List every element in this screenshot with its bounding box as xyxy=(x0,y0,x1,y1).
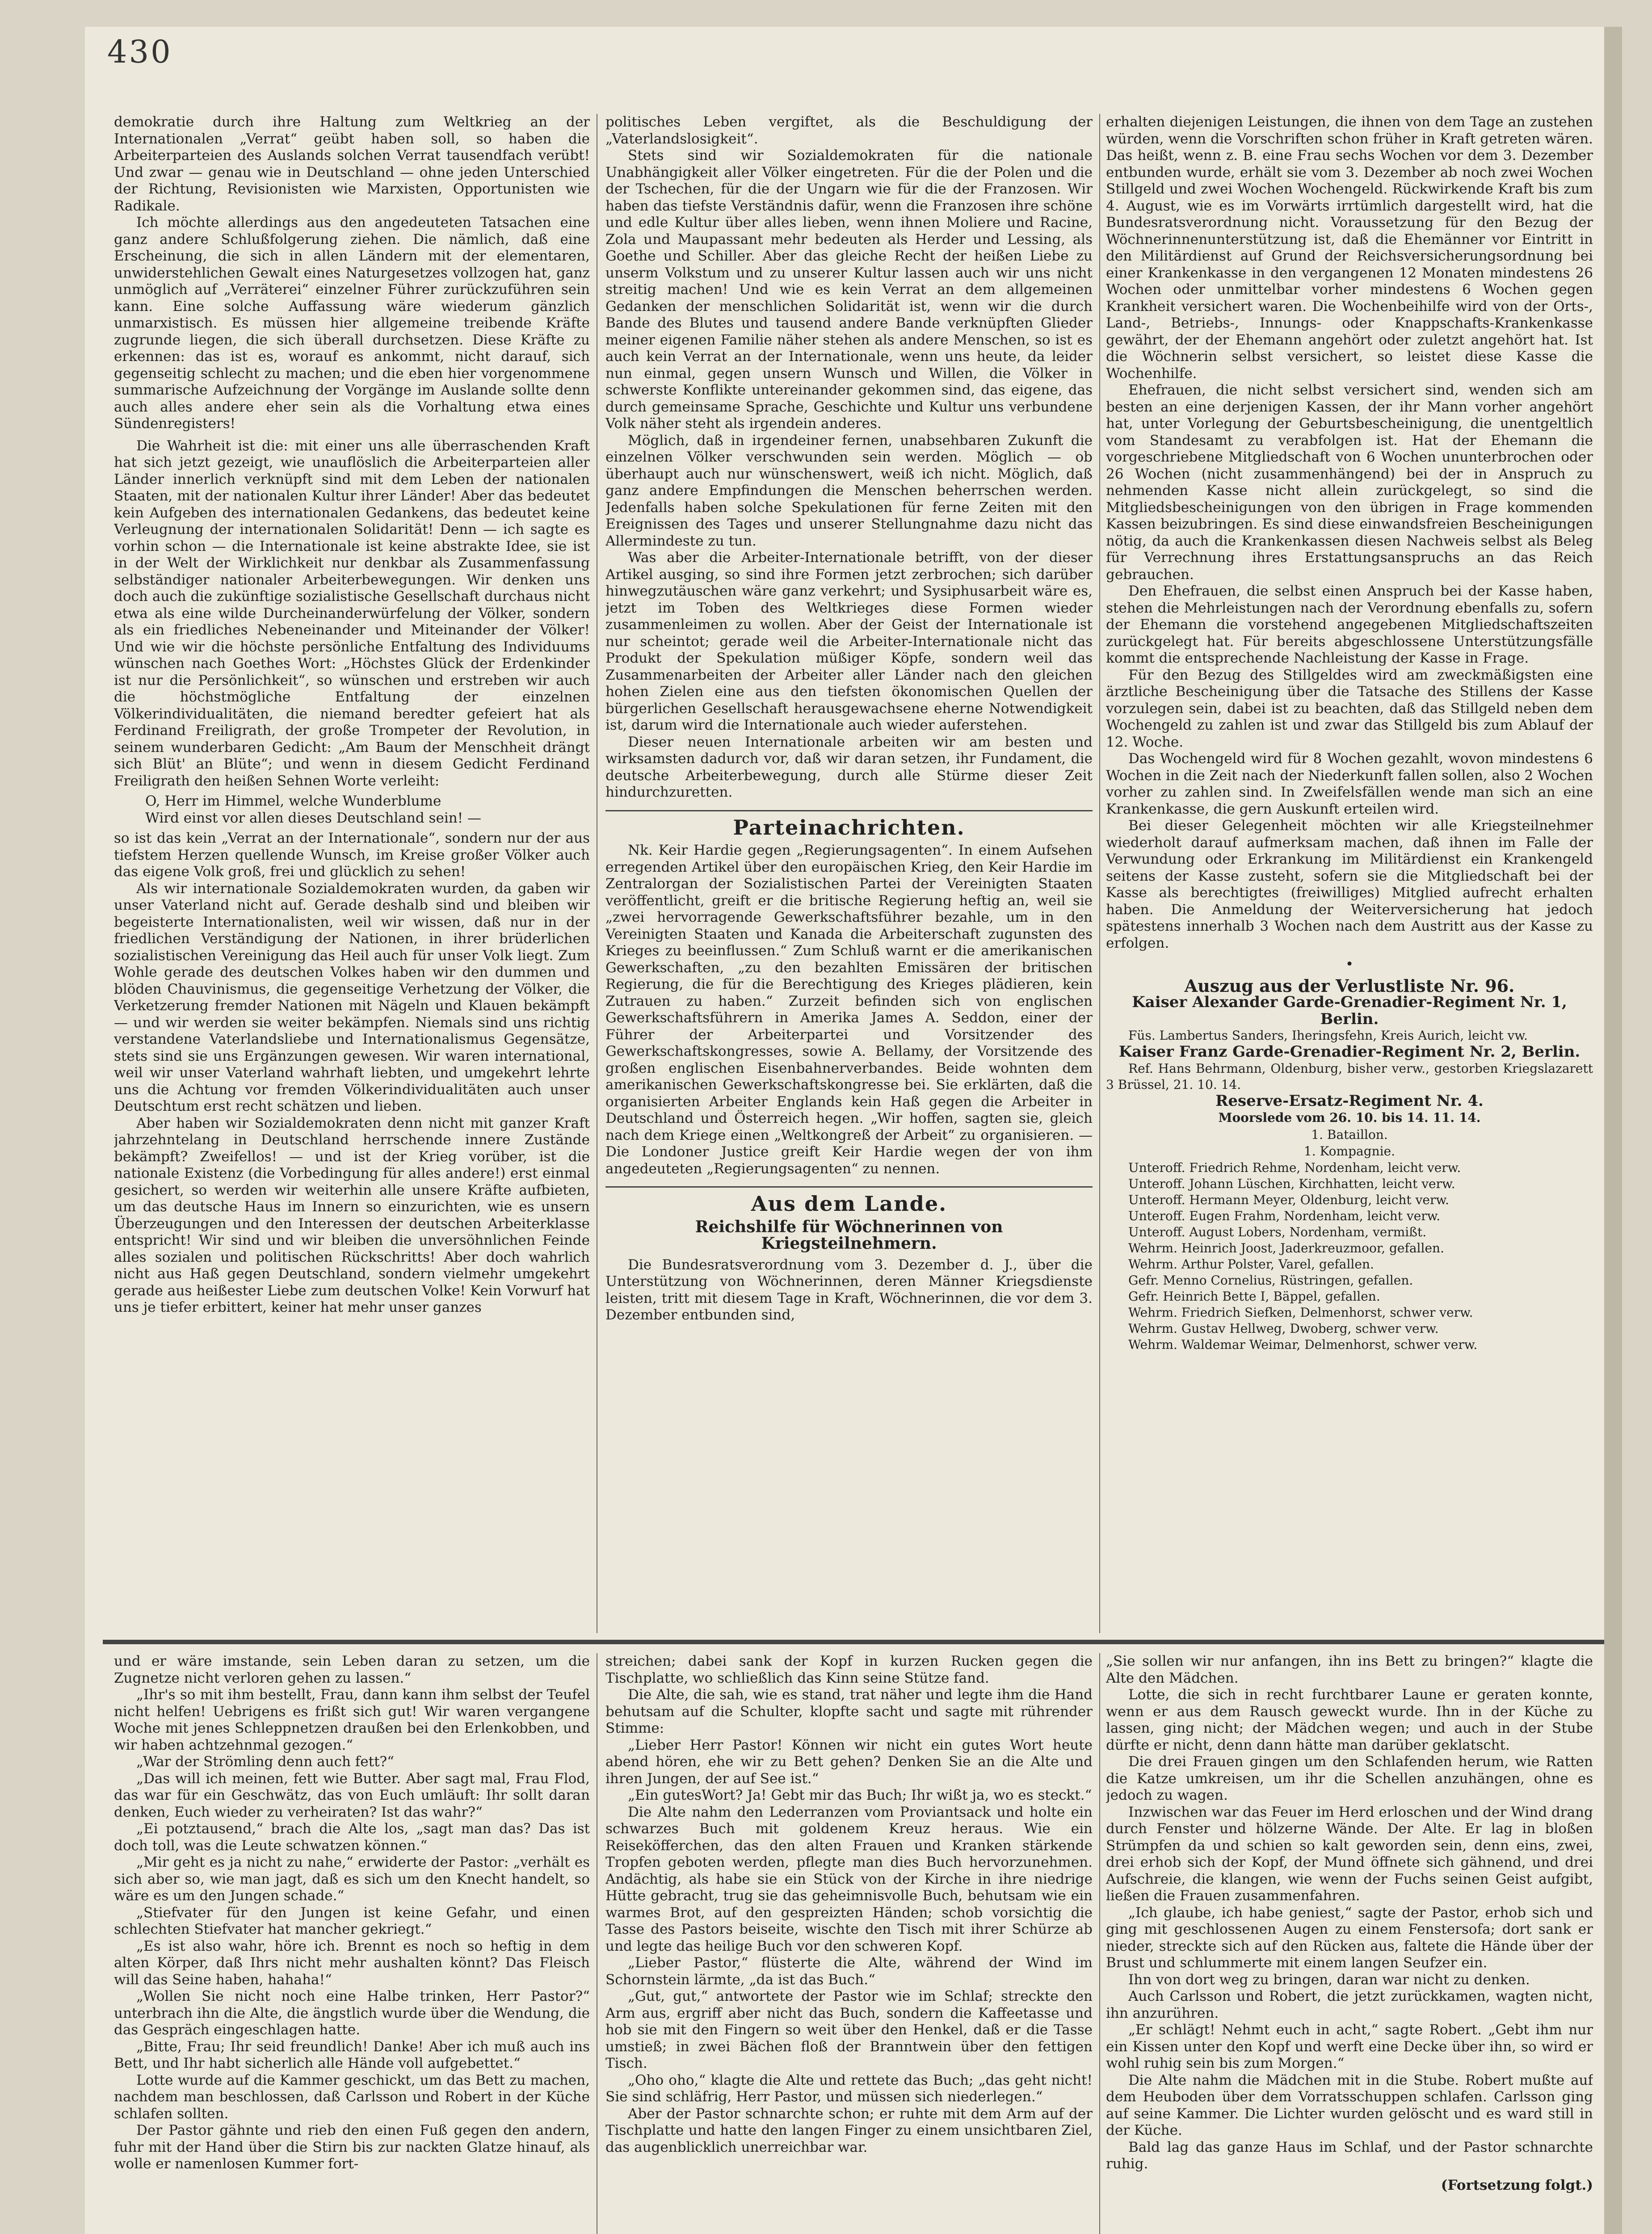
section-rule xyxy=(605,1186,1093,1188)
paragraph: politisches Leben vergiftet, als die Beschuldigung der „Vaterlandslosigkeit“. xyxy=(605,114,1093,147)
casualty-entry: Unteroff. August Lobers, Nordenham, vermißt. xyxy=(1128,1224,1427,1239)
paragraph: Die Bundesratsverordnung vom 3. Dezember d. J., über die Unterstützung von Wöchnerinnen, deren Männer Kriegsdienste leisten, tritt mit diesem Tage in Kraft, Wöchnerinnen, die vor dem 3. Dezember entbunden sind, xyxy=(605,1256,1093,1323)
list-entry: Ref. Hans Behrmann, Oldenburg, bisher verw., gestorben Kriegslazarett 3 Brüssel, 21. 10. 14. xyxy=(1106,1061,1593,1092)
paragraph: Was aber die Arbeiter-Internationale betrifft, von der dieser Artikel ausging, so sind ihre Formen jetzt zerbrochen; sich darüber hinwegzutäuschen wäre ganz verkehrt; und Sysiphusarbeit wäre es, jetzt im Toben des Weltkrieges diese Formen wieder zusammenleimen zu wollen. Aber der Geist der Internationale ist nur scheintot; gerade weil die Arbeiter-Internationale nicht das Produkt der Spekulation müßiger Köpfe, sondern weil das Zusammenarbeiten der Arbeiter aller Länder nach den gleichen hohen Zielen eine aus den tiefsten ökonomischen Quellen der bürgerlichen Gesellschaft herausgewachsene eherne Notwendigkeit ist, darum wird die Internationale auch wieder auferstehen. xyxy=(605,550,1093,733)
casualty-entry: Wehrm. Waldemar Weimar, Delmenhorst, schwer verw. xyxy=(1128,1337,1478,1352)
serial-paragraph: Bald lag das ganze Haus im Schlaf, und der Pastor schnarchte ruhig. xyxy=(1106,2139,1593,2172)
column-1 xyxy=(114,114,590,1633)
paragraph: Dieser neuen Internationale arbeiten wir am besten und wirksamsten dadurch vor, daß wir daran setzen, ihr Fundament, die deutsche Arbeiterbewegung, durch alle Stürme dieser Zeit hindurchzuretten. xyxy=(605,734,1093,800)
subheading: Reichshilfe für Wöchnerinnen von Kriegsteilnehmern. xyxy=(695,1217,1003,1253)
serial-paragraph: Lotte wurde auf die Kammer geschickt, um das Bett zu machen, nachdem man beschlossen, daß Carlsson und Robert in der Küche schlafen sollten. xyxy=(114,2072,590,2122)
column-3 xyxy=(1106,114,1593,1633)
serial-paragraph: Auch Carlsson und Robert, die jetzt zurückkamen, wagten nicht, ihn anzurühren. xyxy=(1106,1988,1593,2021)
casualty-entry: Wehrm. Heinrich Joost, Jaderkreuzmoor, gefallen. xyxy=(1128,1240,1444,1256)
serial-paragraph: Die Alte nahm den Lederranzen vom Proviantsack und holte ein schwarzes Buch mit goldenem Kreuz heraus. Wie ein Reiseköfferchen, das den alten Frauen und Kranken stärkende Tropfen geboten werden, pflegte man dies Buch hervorzunehmen. Andächtig, als habe sie ein Stück von der Kirche in ihre niedrige Hütte gebracht, trug sie das geheimnisvolle Buch, behutsam wie ein warmes Brot, auf den gespreizten Händen; schob vorsichtig die Tasse des Pastors beiseite, wischte den Tisch mit ihrer Schürze ab und legte das heilige Buch vor den schweren Kopf. xyxy=(605,1804,1093,1954)
casualty-entry: Wehrm. Arthur Polster, Varel, gefallen. xyxy=(1128,1256,1374,1272)
casualty-entry: Unteroff. Eugen Frahm, Nordenham, leicht verw. xyxy=(1128,1208,1441,1223)
paragraph: erhalten diejenigen Leistungen, die ihnen von dem Tage an zustehen würden, wenn die Vorschriften schon früher in Kraft getreten wären. Das heißt, wenn z. B. eine Frau sechs Wochen vor dem 3. Dezember entbunden wurde, erhält sie vom 3. Dezember ab noch zwei Wochen Stillgeld und zwei Wochen Wochengeld. Rückwirkende Kraft bis zum 4. August, wie es im Vorwärts irrtümlich dargestellt wird, hat die Bundesratsverordnung nicht. Voraussetzung für den Bezug der Wöchnerinnenunterstützung ist, daß die Ehemänner vor Eintritt in den Militärdienst auf Grund der Reichsversicherungsordnung bei einer Krankenkasse in den vergangenen 12 Monaten mindestens 26 Wochen oder unmittelbar vorher mindestens 6 Wochen gegen Krankheit versichert waren. Die Wochenbeihilfe wird von der Orts-, Land-, Betriebs-, Innungs- oder Knappschafts-Krankenkasse gewährt, der der Ehemann angehört oder zuletzt angehört hat. Ist die Wöchnerin selbst versichert, so leistet diese Kasse die Wochenhilfe. xyxy=(1106,114,1593,382)
serial-paragraph: Inzwischen war das Feuer im Herd erloschen und der Wind drang durch Fenster und hölzerne Wände. Der Alte. Er lag in bloßen Strümpfen da und schien so kalt geworden sein, denn eins, zwei, drei erhob sich der Kopf, der Mund öffnete sich gähnend, und drei Aufschreie, die klangen, wie wenn der Fuchs seinen Geist aufgibt, ließen die Frauen zusammenfahren. xyxy=(1106,1804,1593,1904)
serial-paragraph: „Er schlägt! Nehmt euch in acht,“ sagte Robert. „Gebt ihm nur ein Kissen unter den Kopf und werft eine Decke über ihn, so wird er wohl ruhig sein bis zum Morgen.“ xyxy=(1106,2022,1593,2071)
serial-paragraph: „Stiefvater für den Jungen ist keine Gefahr, und einen schlechten Stiefvater hat mancher gekriegt.“ xyxy=(114,1904,590,1937)
kompagnie-label: 1. Kompagnie. xyxy=(1303,1144,1396,1159)
serial-paragraph: „Es ist also wahr, höre ich. Brennt es noch so heftig in dem alten Körper, daß Ihrs nicht mehr aushalten könnt? Das Fleisch will das Seine haben, hahaha!“ xyxy=(114,1938,590,1988)
section-heading: Aus dem Lande. xyxy=(751,1192,947,1216)
serial-paragraph: Ihn von dort weg zu bringen, daran war nicht zu denken. xyxy=(1128,1971,1530,1988)
paragraph: Die Wahrheit ist die: mit einer uns alle überraschenden Kraft hat sich jetzt gezeigt, wie unauflöslich die Arbeiterparteien aller Länder innerlich verknüpft sind mit dem Leben der nationalen Staaten, mit der nationalen Kultur ihrer Länder! Aber das bedeutet kein Aufgeben des internationalen Gedankens, das bedeutet keine Verleugnung der internationalen Solidarität! Denn — ich sagte es vorhin schon — die Internationale ist keine abstrakte Idee, sie ist in der Welt der Wirklichkeit nur denkbar als Zusammenfassung selbständiger nationaler Arbeiterbewegungen. Wir denken uns doch auch die zukünftige sozialistische Gesellschaft durchaus nicht etwa als eine wilde Durcheinanderwürfelung der Völker, sondern als ein friedliches Nebeneinander und Miteinander der Völker! Und wie wir die höchste persönliche Entfaltung des Individuums wünschen nach Goethes Wort: „Höchstes Glück der Erdenkinder ist nur die Persönlichkeit“, so wünschen und erstreben wir auch die höchstmögliche Entfaltung der einzelnen Völkerindividualitäten, die niemand beredter gefeiert hat als Ferdinand Freiligrath, der große Trompeter der Revolution, in seinem wunderbaren Gedicht: „Am Baum der Menschheit drängt sich Blüt' an Blüte“; und wenn in diesem Gedicht Ferdinand Freiligrath den heißen Sehnen Worte verleiht: xyxy=(114,437,590,789)
serial-paragraph: „Ei potztausend,“ brach die Alte los, „sagt man das? Das ist doch toll, was die Leute schwatzen können.“ xyxy=(114,1821,590,1854)
column-divider xyxy=(1099,1653,1100,2234)
serial-paragraph: „War der Strömling denn auch fett?“ xyxy=(136,1754,395,1770)
serial-paragraph: „Bitte, Frau; Ihr seid freundlich! Danke! Aber ich muß auch ins Bett, und Ihr habt sicherlich alle Hände voll aufgebettet.“ xyxy=(114,2038,590,2071)
paragraph: Als wir internationale Sozialdemokraten wurden, da gaben wir unser Vaterland nicht auf. Gerade deshalb sind und bleiben wir begeisterte Internationalisten, weil wir wissen, daß nur in der friedlichen Verständigung der Nationen, in ihrer brüderlichen sozialistischen Vereinigung das Heil auch für unser Volk liegt. Zum Wohle gerade des deutschen Volkes haben wir den dummen und blöden Chauvinismus, die gegenseitige Verhetzung der Völker, die Verketzerung fremder Nationen mit Nägeln und Klauen bekämpft — und wir werden sie weiter bekämpfen. Niemals sind uns richtig verstandene Vaterlandsliebe und Internationalismus Gegensätze, stets sind sie uns Ergänzungen gewesen. Wir waren international, weil wir unser Vaterland wahrhaft liebten, und umgekehrt lehrte uns die Achtung vor fremden Völkerindividualitäten auch unser Deutschtum erst recht schätzen und lieben. xyxy=(114,880,590,1114)
paragraph: Nk. Keir Hardie gegen „Regierungsagenten“. In einem Aufsehen erregenden Artikel über den europäischen Krieg, den Keir Hardie im Zentralorgan der Sozialistischen Partei der Vereinigten Staaten veröffentlicht, greift er die britische Regierung heftig an, weil sie „zwei hervorragende Gewerkschaftsführer bezahle, um in den Vereinigten Staaten und Kanada die Arbeiterschaft zugunsten des Krieges zu beeinflussen.“ Zum Schluß warnt er die amerikanischen Gewerkschaften, „zu den bezahlten Emissären der britischen Regierung, die für die Berechtigung des Krieges plädieren, kein Zutrauen zu haben.“ Zurzeit befinden sich von englischen Gewerkschaftsführern in Amerika James A. Seddon, einer der Führer der Arbeiterpartei und Vorsitzender des Gewerkschaftskongresses, sowie A. Bellamy, der Vorsitzende des großen englischen Eisenbahnerverbandes. Beide wohnten dem amerikanischen Gewerkschaftskongresse bei. Sie erklärten, daß die organisierten Arbeiter Englands kein Haß gegen die Arbeiter in Deutschland und Österreich hegen. „Wir hoffen, sagten sie, gleich nach dem Kriege einen „Weltkongreß der Arbeit“ zu organisieren. — Die Londoner Justice greift Keir Hardie wegen der von ihm angedeuteten „Regierungsagenten“ zu nennen. xyxy=(605,842,1093,1177)
serial-paragraph: Der Pastor gähnte und rieb den einen Fuß gegen den andern, fuhr mit der Hand über die Stirn bis zur nackten Glatze hinauf, als wolle er namenlosen Kummer fort- xyxy=(114,2122,590,2172)
column-2 xyxy=(605,114,1093,1633)
paragraph: Ich möchte allerdings aus den angedeuteten Tatsachen eine ganz andere Schlußfolgerung ziehen. Die nämlich, daß eine Erscheinung, die sich in allen Ländern mit der elementaren, unwiderstehlichen Gewalt eines Naturgesetzes vollzogen hat, ganz unmöglich auf „Verräterei“ einzelner Führer zurückzuführen sein kann. Eine solche Auffassung wäre wiederum gänzlich unmarxistisch. Es müssen hier allgemeine treibende Kräfte zugrunde liegen, die sich überall durchsetzen. Diese Kräfte zu erkennen: das ist es, worauf es ankommt, nicht darauf, sich gegenseitig schlecht zu machen; und die eben hier vorgenommene summarische Aufzeichnung der Vorgänge im Auslande sollte denn auch alles andere eher sein als die Vorhaltung etwa eines Sündenregisters! xyxy=(114,214,590,432)
paragraph: Aber haben wir Sozialdemokraten denn nicht mit ganzer Kraft jahrzehntelang in Deutschland herrschende innere Zustände bekämpft? Zweifellos! — und ist der Krieg vorüber, ist die nationale Existenz (die Vorbedingung für alles andere!) erst einmal gesichert, so werden wir weiterhin alle unsere Kräfte aufbieten, um das deutsche Haus im Innern so einzurichten, wie es unsern Überzeugungen und den Interessen der deutschen Arbeiterklasse entspricht! Wir sind und wir bleiben die unversöhnlichen Feinde alles sozialen und politischen Rückschritts! Aber doch wahrlich nicht aus Haß gegen Deutschland, sondern vielmehr umgekehrt gerade aus heißester Liebe zum deutschen Volke! Kein Vorwurf hat uns je tiefer erbittert, keiner hat mehr unser ganzes xyxy=(114,1115,590,1315)
regiment-name: Kaiser Franz Garde-Grenadier-Regiment Nr. 2, Berlin. xyxy=(1118,1043,1581,1061)
serial-paragraph: Die Alte nahm die Mädchen mit in die Stube. Robert mußte auf dem Heuboden über dem Vorratsschuppen schlafen. Carlsson ging auf seine Kammer. Die Lichter wurden gelöscht und es ward still in der Küche. xyxy=(1106,2072,1593,2138)
paragraph: so ist das kein „Verrat an der Internationale“, sondern nur der aus tiefstem Herzen quellende Wunsch, im Kreise großer Völker auch das eigene Volk groß, frei und glücklich zu sehen! xyxy=(114,830,590,880)
list-heading: Auszug aus der Verlustliste Nr. 96. xyxy=(1184,975,1515,996)
serial-paragraph: „Das will ich meinen, fett wie Butter. Aber sagt mal, Frau Flod, das war für ein Geschwätz, das von Euch umläuft: Ihr sollt daran denken, Euch wieder zu verheiraten? Ist das wahr?“ xyxy=(114,1770,590,1820)
serial-paragraph: und er wäre imstande, sein Leben daran zu setzen, um die Zugnetze nicht verloren gehen zu lassen.“ xyxy=(114,1653,590,1686)
casualty-entry: Wehrm. Friedrich Siefken, Delmenhorst, schwer verw. xyxy=(1128,1305,1473,1320)
serial-paragraph: „Ein gutesWort? Ja! Gebt mir das Buch; Ihr wißt ja, wo es steckt.“ xyxy=(628,1787,1092,1803)
continued-note: (Fortsetzung folgt.) xyxy=(1441,2177,1593,2193)
serial-paragraph: „Lieber Herr Pastor! Können wir nicht ein gutes Wort heute abend hören, ehe wir zu Bett gehen? Denken Sie an die Alte und ihren Jungen, der auf See ist.“ xyxy=(605,1737,1093,1787)
paragraph: Ehefrauen, die nicht selbst versichert sind, wenden sich am besten an eine derjenigen Kassen, der ihr Mann vorher angehört hat, unter Vorlegung der Geburtsbescheinigung, die unentgeltlich vom Standesamt zu verabfolgen ist. Hat der Ehemann die vorgeschriebene Mitgliedschaft von 6 Wochen ununterbrochen oder 26 Wochen (nicht zusammenhängend) bei der in Anspruch zu nehmenden Kasse nicht allein zurückgelegt, so sind die Mitgliedsbescheinigungen von den übrigen in Frage kommenden Kassen beizubringen. Es sind diese einwandsfreien Bescheinigungen nötig, da auch die Krankenkassen diesen Nachweis selbst als Beleg für Verrechnung ihres Erstattungsanspruchs an das Reich gebrauchen. xyxy=(1106,382,1593,583)
casualty-entry: Unteroff. Johann Lüschen, Kirchhatten, leicht verw. xyxy=(1128,1176,1455,1191)
serial-paragraph: „Sie sollen wir nur anfangen, ihn ins Bett zu bringen?“ klagte die Alte den Mädchen. xyxy=(1106,1653,1593,1686)
page-number: 430 xyxy=(107,34,172,70)
paragraph: Bei dieser Gelegenheit möchten wir alle Kriegsteilnehmer wiederholt darauf aufmerksam machen, daß ihnen im Falle der Verwundung oder Erkrankung im Militärdienst ein Krankengeld seitens der Kasse zusteht, sofern sie die Mitgliedschaft bei der Kasse als berechtigtes (freiwilliges) Mitglied aufrecht erhalten haben. Die Anmeldung der Weiterversicherung hat jedoch spätestens innerhalb 3 Wochen nach dem Austritt aus der Kasse zu erfolgen. xyxy=(1106,818,1593,951)
serial-paragraph: „Ich glaube, ich habe geniest,“ sagte der Pastor, erhob sich und ging mit geschlossenen Augen zu einem Fenstersofa; dort sank er nieder, streckte sich auf den Rücken aus, faltete die Hände über der Brust und schlummerte mit einem langen Seufzer ein. xyxy=(1106,1904,1593,1971)
regiment-name: Kaiser Alexander Garde-Grenadier-Regiment Nr. 1, Berlin. xyxy=(1132,993,1567,1028)
casualty-entry: Unteroff. Friedrich Rehme, Nordenham, leicht verw. xyxy=(1128,1160,1461,1175)
separator-dot: • xyxy=(1345,956,1354,972)
paragraph: Für den Bezug des Stillgeldes wird am zweckmäßigsten eine ärztliche Bescheinigung über die Tatsache des Stillens der Kasse vorzulegen sein, dabei ist zu beachten, daß das Stillgeld neben dem Wochengeld zu zahlen ist und zwar das Stillgeld bis zum Ablauf der 12. Woche. xyxy=(1106,667,1593,750)
paragraph: Den Ehefrauen, die selbst einen Anspruch bei der Kasse haben, stehen die Mehrleistungen nach der Verordnung ebenfalls zu, sofern der Ehemann die vorstehend angegebenen Mitgliedschaftszeiten zurückgelegt hat. Für bereits abgeschlossene Unterstützungsfälle kommt die entsprechende Nachleistung der Kasse in Frage. xyxy=(1106,583,1593,666)
serial-paragraph: „Lieber Pastor,“ flüsterte die Alte, während der Wind im Schornstein lärmte, „da ist das Buch.“ xyxy=(605,1955,1093,1988)
serial-column-1 xyxy=(114,1653,590,2234)
paragraph: Stets sind wir Sozialdemokraten für die nationale Unabhängigkeit aller Völker eingetreten. Für die der Polen und die der Tschechen, für die der Ungarn wie für die der Franzosen. Wir haben das tiefste Verständnis dafür, wenn die Franzosen ihre schöne und edle Kultur über alles lieben, wenn ihnen Moliere und Racine, Zola und Maupassant mehr bedeuten als Herder und Lessing, als Goethe und Schiller. Aber das gleiche Recht der heißen Liebe zu unserm Volkstum und zu unserer Kultur lassen auch wir uns nicht streitig machen! Und wie es kein Verrat an dem allgemeinen Gedanken der menschlichen Solidarität ist, wenn wir die durch Bande des Blutes und tausend andere Bande verknüpften Glieder meiner eigenen Familie näher stehen als andere Menschen, so ist es auch kein Verrat an der Internationale, wenn uns heute, da leider nun einmal, gegen unsern Wunsch und Willen, die Völker in schwerste Konflikte untereinander gekommen sind, das eigene, das durch gemeinsame Sprache, Geschichte und Kultur uns verbundene Volk näher steht als irgendein anderes. xyxy=(605,147,1093,432)
serial-paragraph: Die drei Frauen gingen um den Schlafenden herum, wie Ratten die Katze umkreisen, um ihr die Schellen anzuhängen, ohne es jedoch zu wagen. xyxy=(1106,1754,1593,1803)
serial-paragraph: „Oho oho,“ klagte die Alte und rettete das Buch; „das geht nicht! Sie sind schläfrig, Herr Pastor, und müssen sich niederlegen.“ xyxy=(605,2072,1093,2105)
paragraph: Möglich, daß in irgendeiner fernen, unabsehbaren Zukunft die einzelnen Völker verschwunden sein werden. Möglich — ob überhaupt auch nur wünschenswert, weiß ich nicht. Möglich, daß ganz andere Empfindungen die Menschen beherrschen werden. Jedenfalls haben solche Spekulationen für ferne Zeiten mit den Ereignissen des Tages und unserer Stellungnahme dazu nicht das Allermindeste zu tun. xyxy=(605,432,1093,549)
serial-paragraph: „Gut, gut,“ antwortete der Pastor wie im Schlaf; streckte den Arm aus, ergriff aber nicht das Buch, sondern die Kaffeetasse und hob sie mit den Fingern so weit über den Henkel, daß er die Tasse umstieß; in zwei Bächen floß der Branntwein über den fettigen Tisch. xyxy=(605,1988,1093,2071)
serial-column-2 xyxy=(605,1653,1093,2234)
serial-paragraph: Die Alte, die sah, wie es stand, trat näher und legte ihm die Hand behutsam auf die Schulter, klopfte sacht und sagte mit rührender Stimme: xyxy=(605,1687,1093,1736)
section-rule xyxy=(605,810,1093,811)
serial-paragraph: streichen; dabei sank der Kopf in kurzen Rucken gegen die Tischplatte, wo schließlich das Kinn seine Stütze fand. xyxy=(605,1653,1093,1686)
paragraph: demokratie durch ihre Haltung zum Weltkrieg an der Internationalen „Verrat“ geübt haben soll, so haben die Arbeiterparteien des Auslands solchen Verrat tausendfach verübt! Und zwar — genau wie in Deutschland — ohne jeden Unterschied der Richtung, Revisionisten wie Marxisten, Opportunisten wie Radikale. xyxy=(114,114,590,214)
casualty-list xyxy=(1106,1160,1593,1353)
list-entry: Füs. Lambertus Sanders, Iheringsfehn, Kreis Aurich, leicht vw. xyxy=(1128,1028,1528,1043)
regiment-subtitle: Moorslede vom 26. 10. bis 14. 11. 14. xyxy=(1218,1110,1481,1125)
section-heading: Parteinachrichten. xyxy=(733,815,965,840)
paragraph: Das Wochengeld wird für 8 Wochen gezahlt, wovon mindestens 6 Wochen in die Zeit nach der Niederkunft fallen sollen, also 2 Wochen vorher zu zahlen sind. In Zweifelsfällen wende man sich an eine Krankenkasse, die gern Auskunft erteilen wird. xyxy=(1106,751,1593,817)
column-divider xyxy=(1099,114,1100,1633)
verse-quote: O, Herr im Himmel, welche Wunderblume Wird einst vor allen dieses Deutschland sein! — xyxy=(145,793,482,826)
serial-column-3 xyxy=(1106,1653,1593,2234)
serial-paragraph: Lotte, die sich in recht furchtbarer Laune er geraten konnte, wenn er aus dem Rausch geweckt wurde. Ihn in der Küche zu lassen, ging nicht; der Mädchen wegen; und auch in der Stube dürfte er nicht, denn dann hätte man darüber geklatscht. xyxy=(1106,1687,1593,1753)
casualty-entry: Gefr. Heinrich Bette I, Bäppel, gefallen. xyxy=(1128,1289,1380,1304)
feuilleton-rule xyxy=(103,1640,1604,1644)
bataillon-label: 1. Bataillon. xyxy=(1311,1127,1388,1142)
serial-paragraph: „Ihr's so mit ihm bestellt, Frau, dann kann ihm selbst der Teufel nicht helfen! Uebrigens es frißt sich gut! Wir waren vergangene Woche mit jenes Schleppnetzen draußen bei den Erlenkobben, und wir haben achtzehnmal gezogen.“ xyxy=(114,1687,590,1753)
serial-paragraph: „Wollen Sie nicht noch eine Halbe trinken, Herr Pastor?“ unterbrach ihn die Alte, die ängstlich wurde über die Wendung, die das Gespräch eingeschlagen hatte. xyxy=(114,1988,590,2038)
serial-paragraph: Aber der Pastor schnarchte schon; er ruhte mit dem Arm auf der Tischplatte und hatte den langen Finger zu einem unsichtbaren Ziel, das augenblicklich unerreichbar war. xyxy=(605,2105,1093,2155)
casualty-entry: Wehrm. Gustav Hellweg, Dwoberg, schwer verw. xyxy=(1128,1321,1439,1336)
page-fold-edge xyxy=(1604,27,1622,2234)
regiment-name: Reserve-Ersatz-Regiment Nr. 4. xyxy=(1215,1092,1484,1110)
casualty-entry: Unteroff. Hermann Meyer, Oldenburg, leicht verw. xyxy=(1128,1192,1449,1207)
serial-paragraph: „Mir geht es ja nicht zu nahe,“ erwiderte der Pastor: „verhält es sich aber so, wie man jagt, daß es sich um den Knecht handelt, so wäre es um den Jungen schade.“ xyxy=(114,1854,590,1904)
casualty-entry: Gefr. Menno Cornelius, Rüstringen, gefallen. xyxy=(1128,1272,1413,1288)
